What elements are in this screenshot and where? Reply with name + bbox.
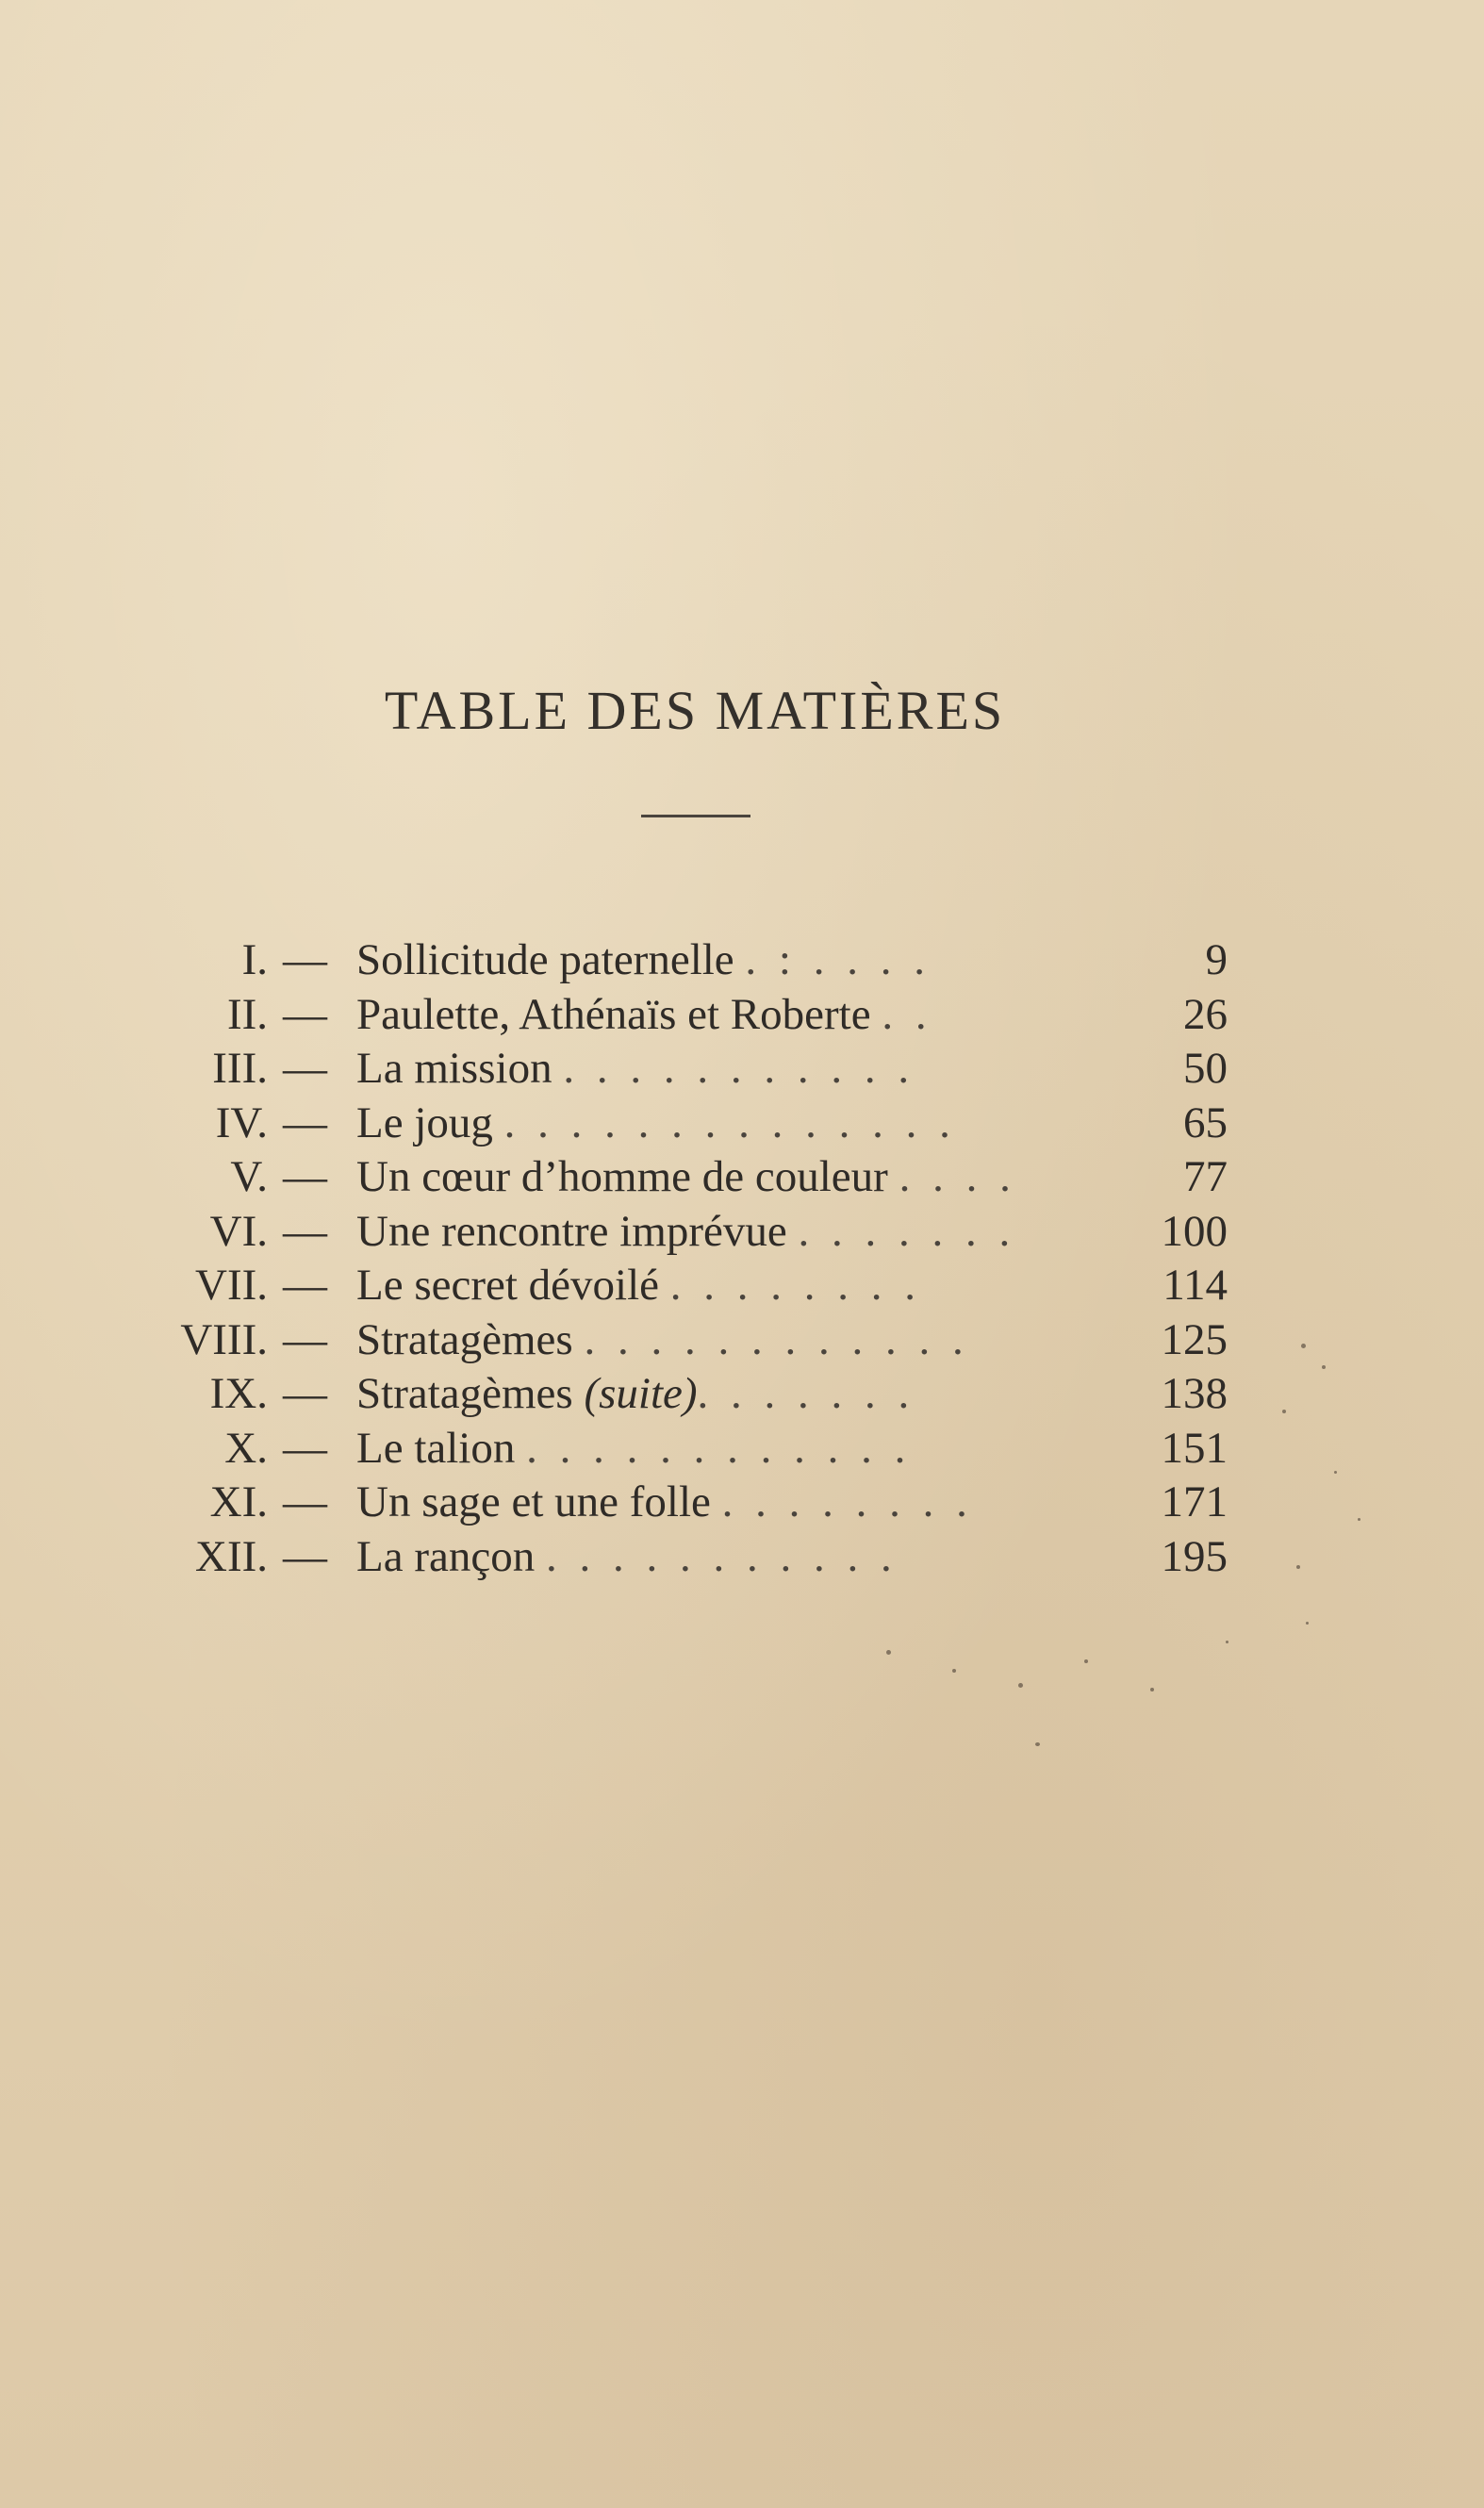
- dot-leader: . . . . . . .: [697, 1369, 915, 1418]
- chapter-page: 171: [1161, 1477, 1228, 1526]
- chapter-title-text: La rançon: [356, 1531, 536, 1581]
- chapter-page: 9: [1205, 935, 1228, 984]
- chapter-page: 100: [1161, 1206, 1228, 1256]
- chapter-number: IV.: [215, 1097, 268, 1147]
- chapter-dash: —: [283, 1097, 327, 1147]
- chapter-dash: —: [283, 1152, 327, 1201]
- chapter-number: VIII.: [180, 1314, 268, 1364]
- chapter-title-text: Un cœur d’homme de couleur: [356, 1152, 888, 1201]
- chapter-page: 138: [1161, 1369, 1228, 1418]
- toc-entry: [0, 1367, 1484, 1422]
- chapter-page: 50: [1183, 1044, 1228, 1093]
- print-speck: [1358, 1518, 1360, 1521]
- toc-entry: [0, 933, 1484, 988]
- print-speck: [1150, 1688, 1154, 1691]
- chapter-dash: —: [283, 1531, 327, 1581]
- print-speck: [1084, 1659, 1088, 1663]
- chapter-title: [356, 1476, 973, 1530]
- dot-leader: . . . . . . . . . . . . . .: [503, 1097, 956, 1147]
- chapter-page: 114: [1162, 1261, 1228, 1310]
- chapter-number: IX.: [209, 1369, 268, 1418]
- toc-entry: [0, 1476, 1484, 1530]
- print-speck: [952, 1669, 956, 1673]
- chapter-title-text: Le talion: [356, 1423, 516, 1473]
- page-title: TABLE DES MATIÈRES: [384, 680, 1006, 741]
- chapter-title-text: Une rencontre imprévue: [356, 1206, 787, 1256]
- chapter-number: VII.: [195, 1261, 268, 1310]
- dot-leader: . . . . . . . .: [721, 1477, 973, 1526]
- dot-leader: . . . . . . . . . . . .: [584, 1314, 969, 1364]
- chapter-page: 195: [1161, 1531, 1228, 1581]
- print-speck: [1035, 1742, 1040, 1746]
- chapter-dash: —: [283, 935, 327, 984]
- dot-leader: . : . . . .: [745, 935, 931, 984]
- chapter-dash: —: [283, 1477, 327, 1526]
- chapter-dash: —: [283, 1314, 327, 1364]
- chapter-title: [356, 1097, 956, 1151]
- chapter-title: [356, 1259, 921, 1313]
- chapter-page: 77: [1183, 1152, 1228, 1201]
- chapter-title-text: Stratagèmes: [356, 1369, 573, 1418]
- chapter-title-text: Le secret dévoilé: [356, 1261, 659, 1310]
- chapter-dash: —: [283, 1369, 327, 1418]
- chapter-number: III.: [212, 1044, 268, 1093]
- dot-leader: . . . . . . .: [798, 1206, 1016, 1256]
- chapter-title: [356, 1042, 915, 1097]
- table-of-contents: [0, 933, 1484, 1584]
- print-speck: [1226, 1641, 1228, 1643]
- chapter-dash: —: [283, 989, 327, 1039]
- dot-leader: . . . .: [899, 1152, 1016, 1201]
- print-speck: [1282, 1410, 1286, 1413]
- chapter-title: [356, 1205, 1015, 1260]
- chapter-title-text: Stratagèmes: [356, 1314, 573, 1364]
- toc-entry: [0, 988, 1484, 1043]
- title-rule: [641, 815, 750, 817]
- print-speck: [1306, 1622, 1309, 1625]
- chapter-title-text: Sollicitude paternelle: [356, 935, 734, 984]
- print-speck: [1301, 1344, 1306, 1348]
- chapter-page: 26: [1183, 989, 1228, 1039]
- chapter-title-text: La mission: [356, 1044, 552, 1093]
- chapter-dash: —: [283, 1423, 327, 1473]
- print-speck: [1334, 1471, 1337, 1474]
- chapter-title: [356, 1313, 969, 1368]
- chapter-title: [356, 1150, 1016, 1205]
- chapter-number: X.: [224, 1423, 268, 1473]
- chapter-title-suffix: (suite): [584, 1369, 698, 1418]
- dot-leader: . . . . . . . . . . . .: [526, 1423, 912, 1473]
- toc-entry: [0, 1422, 1484, 1477]
- chapter-title: [356, 933, 931, 988]
- chapter-number: XI.: [209, 1477, 268, 1526]
- dot-leader: . . . . . . . .: [669, 1261, 921, 1310]
- dot-leader: . . . . . . . . . . .: [545, 1531, 898, 1581]
- chapter-title: [356, 988, 932, 1043]
- chapter-number: I.: [241, 935, 268, 984]
- chapter-title: [356, 1367, 915, 1422]
- toc-entry: [0, 1042, 1484, 1097]
- chapter-title: [356, 1530, 898, 1585]
- chapter-page: 65: [1183, 1097, 1228, 1147]
- toc-entry: [0, 1097, 1484, 1151]
- toc-entry: [0, 1313, 1484, 1368]
- chapter-number: VI.: [209, 1206, 268, 1256]
- toc-entry: [0, 1259, 1484, 1313]
- chapter-title-text: Un sage et une folle: [356, 1477, 711, 1526]
- chapter-number: II.: [226, 989, 268, 1039]
- toc-entry: [0, 1530, 1484, 1585]
- chapter-number: XII.: [195, 1531, 268, 1581]
- toc-entry: [0, 1150, 1484, 1205]
- dot-leader: . . . . . . . . . . .: [563, 1044, 915, 1093]
- dot-leader: . .: [882, 989, 932, 1039]
- chapter-title: [356, 1422, 911, 1477]
- chapter-dash: —: [283, 1044, 327, 1093]
- chapter-number: V.: [230, 1152, 268, 1201]
- print-speck: [1322, 1365, 1326, 1369]
- chapter-page: 125: [1161, 1314, 1228, 1364]
- chapter-dash: —: [283, 1261, 327, 1310]
- print-speck: [886, 1650, 891, 1655]
- chapter-page: 151: [1161, 1423, 1228, 1473]
- chapter-dash: —: [283, 1206, 327, 1256]
- toc-entry: [0, 1205, 1484, 1260]
- print-speck: [1296, 1565, 1300, 1569]
- chapter-title-text: Le joug: [356, 1097, 493, 1147]
- chapter-title-text: Paulette, Athénaïs et Roberte: [356, 989, 871, 1039]
- print-speck: [1018, 1683, 1023, 1688]
